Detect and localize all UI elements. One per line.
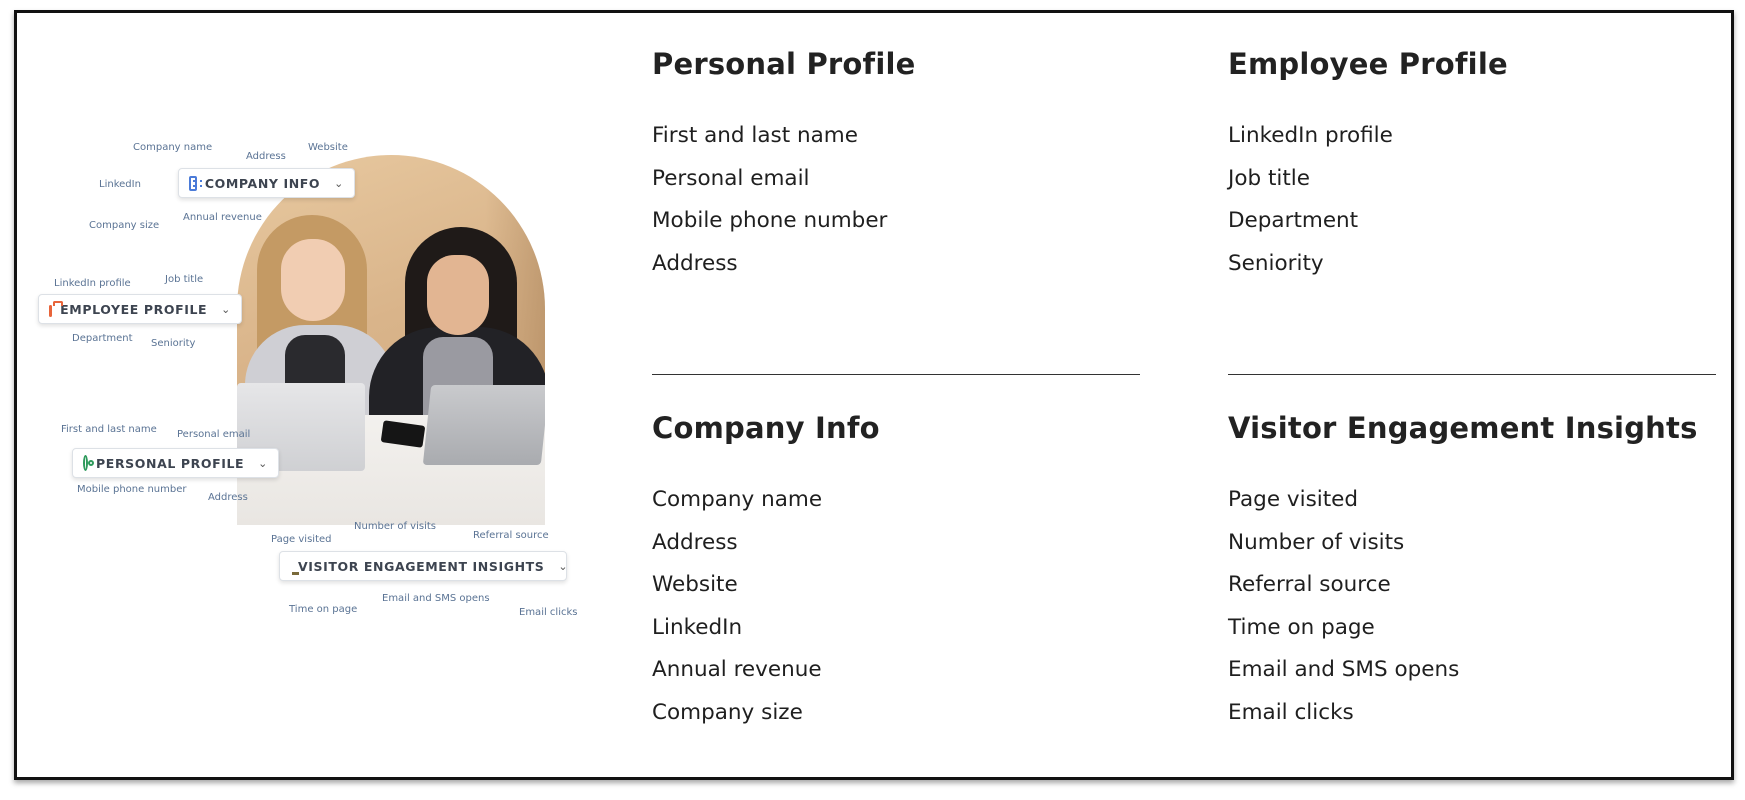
tag-address: Address [246,151,286,162]
list-item: Mobile phone number [652,208,888,233]
list-item: Department [1228,208,1359,233]
tag-website: Website [308,142,348,153]
content-frame [14,10,1734,780]
tag-page-visited: Page visited [271,534,332,545]
tag-seniority: Seniority [151,338,196,349]
company-info-list [652,479,1142,734]
visitor-engagement-list [1228,479,1718,734]
visitor-engagement-dropdown[interactable] [279,551,567,581]
fingerprint-icon [83,455,88,471]
tag-linkedin: LinkedIn [99,179,141,190]
tag-annual-revenue: Annual revenue [183,212,262,223]
chevron-down-icon: ⌄ [558,559,569,573]
tag-email-clicks: Email clicks [519,607,578,618]
chevron-down-icon: ⌄ [258,456,268,470]
list-item: Email clicks [1228,699,1354,725]
tag-time-on-page: Time on page [289,604,358,615]
list-item: LinkedIn [652,614,743,640]
company-info-dropdown[interactable] [178,168,355,198]
visitor-engagement-pill-label: VISITOR ENGAGEMENT INSIGHTS [298,558,545,574]
tag-job-title: Job title [165,274,204,285]
divider [1228,374,1716,375]
building-icon [189,176,197,191]
tag-first-last-name: First and last name [61,424,157,435]
employee-profile-heading: Employee Profile [1228,47,1508,81]
list-item: Time on page [1228,614,1375,640]
tag-department: Department [72,333,133,344]
visitor-engagement-section [1228,411,1718,734]
employee-profile-pill-label: EMPLOYEE PROFILE [60,301,208,317]
tag-company-size: Company size [89,220,160,231]
chevron-down-icon: ⌄ [334,176,344,190]
tag-referral-source: Referral source [473,530,549,541]
list-item: Number of visits [1228,529,1405,555]
list-item: LinkedIn profile [1228,123,1393,148]
list-item: Annual revenue [652,657,822,682]
company-info-pill-label: COMPANY INFO [204,175,321,191]
company-info-heading: Company Info [652,411,880,445]
list-item: First and last name [652,123,858,148]
list-item: Company size [652,699,803,725]
list-item: Email and SMS opens [1228,657,1460,682]
list-item: Personal email [652,165,810,191]
tag-address: Address [208,492,248,503]
employee-profile-list [1228,115,1718,285]
list-item: Company name [652,487,823,512]
list-item: Page visited [1228,487,1359,512]
personal-profile-section [652,47,1142,285]
tag-mobile-phone: Mobile phone number [77,484,187,495]
tag-linkedin-profile: LinkedIn profile [54,278,131,289]
list-item: Address [652,529,738,555]
personal-profile-dropdown[interactable] [72,448,279,478]
tag-email-sms-opens: Email and SMS opens [382,593,490,604]
employee-profile-section [1228,47,1718,285]
list-item: Address [652,250,738,276]
briefcase-icon [49,305,52,317]
team-photo [237,155,545,525]
company-info-section [652,411,1142,734]
employee-profile-dropdown[interactable] [38,294,242,324]
list-item: Seniority [1228,250,1324,276]
list-item: Referral source [1228,572,1391,597]
personal-profile-list [652,115,1142,285]
personal-profile-pill-label: PERSONAL PROFILE [96,455,245,471]
visitor-engagement-heading: Visitor Engagement Insights [1228,411,1698,445]
list-item: Website [652,572,738,597]
tag-personal-email: Personal email [177,429,251,440]
tag-company-name: Company name [133,142,213,153]
personal-profile-heading: Personal Profile [652,47,916,81]
list-item: Job title [1228,165,1311,191]
divider [652,374,1140,375]
data-categories-illustration [17,13,637,783]
tag-number-of-visits: Number of visits [354,521,436,532]
chevron-down-icon: ⌄ [221,302,231,316]
